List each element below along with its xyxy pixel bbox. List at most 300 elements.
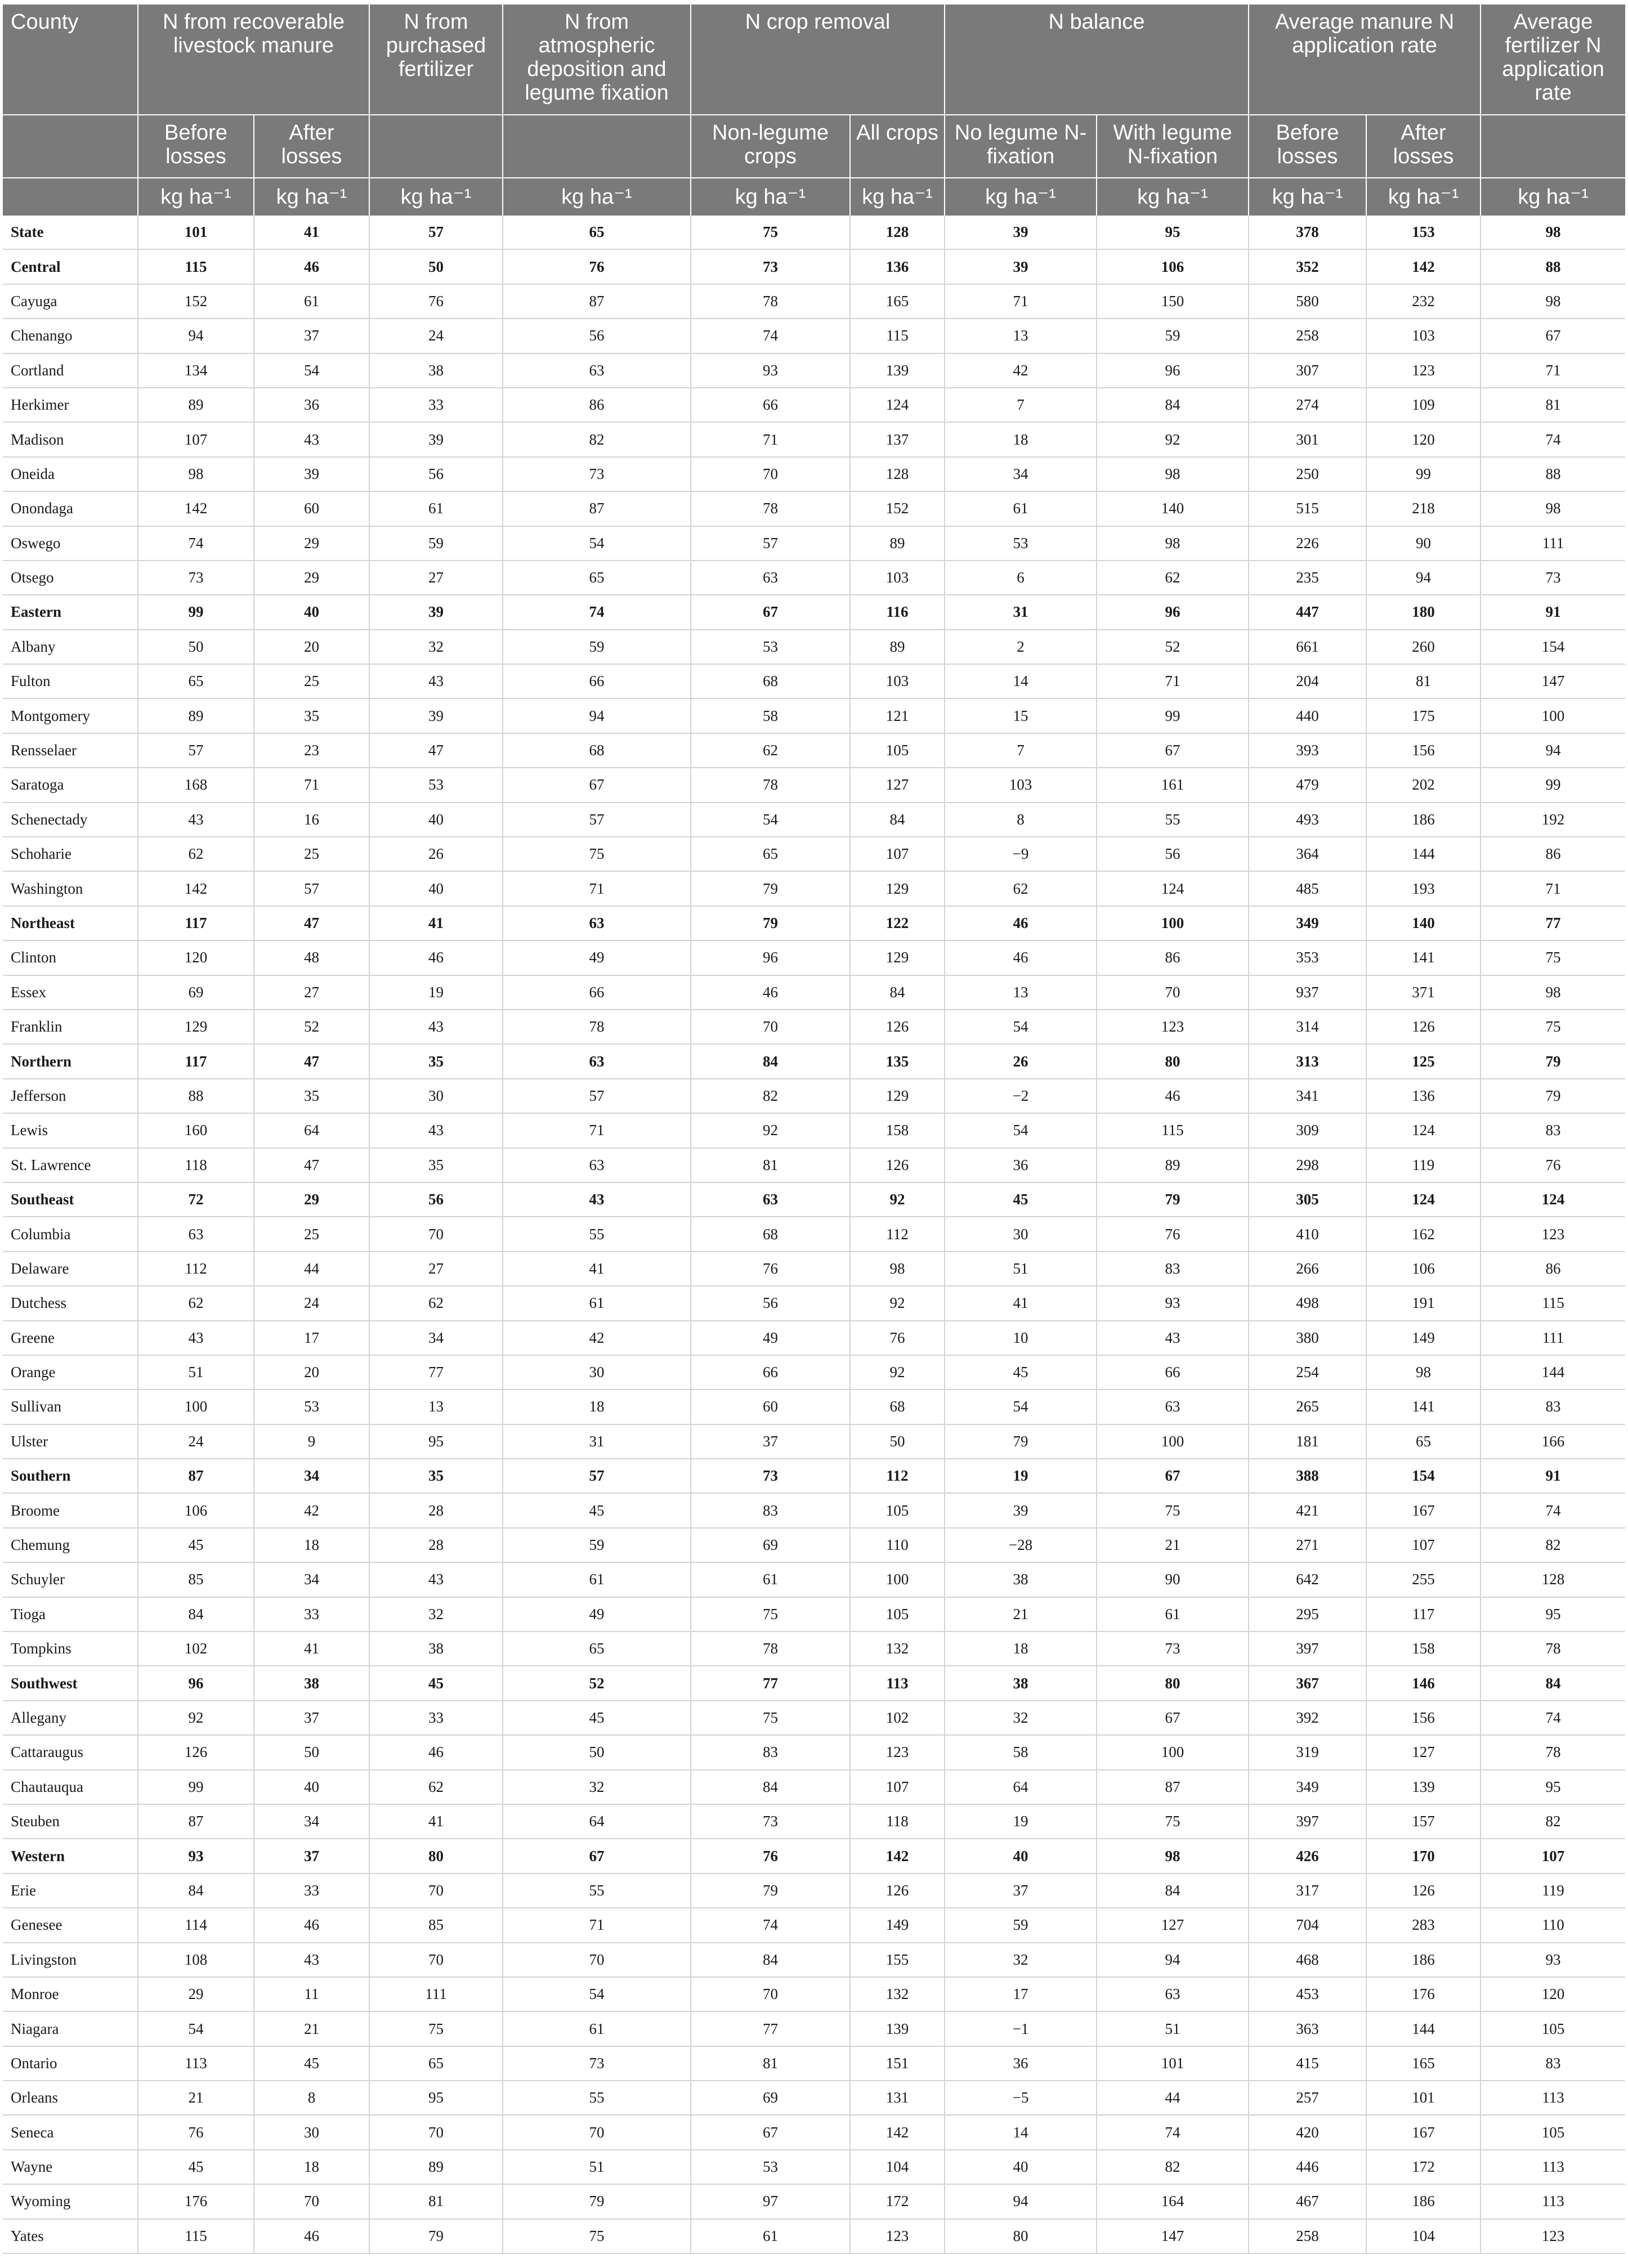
cell-atmospheric: 43: [503, 1182, 691, 1217]
cell-crop-removal-all: 107: [850, 1770, 945, 1804]
cell-atmospheric: 74: [503, 595, 691, 629]
cell-manure-before: 113: [138, 2046, 254, 2081]
cell-avg-fertilizer: 91: [1481, 595, 1625, 629]
cell-fertilizer: 40: [369, 803, 503, 837]
cell-manure-before: 142: [138, 491, 254, 526]
cell-county: Cortland: [3, 353, 138, 388]
cell-avg-manure-before: 235: [1249, 561, 1366, 595]
subheader-rate-before: Before losses: [1249, 115, 1366, 178]
cell-balance-no-fixation: 6: [945, 561, 1097, 595]
cell-atmospheric: 63: [503, 1044, 691, 1078]
cell-balance-with-fixation: 44: [1097, 2081, 1249, 2115]
cell-county: Franklin: [3, 1010, 138, 1044]
cell-manure-after: 52: [254, 1010, 369, 1044]
cell-crop-removal-all: 92: [850, 1286, 945, 1320]
cell-county: Wyoming: [3, 2184, 138, 2218]
cell-fertilizer: 62: [369, 1770, 503, 1804]
cell-avg-manure-before: 349: [1249, 1770, 1366, 1804]
cell-crop-removal-all: 127: [850, 768, 945, 802]
cell-county: Herkimer: [3, 388, 138, 422]
table-row: [3, 975, 1625, 1010]
cell-county: Oneida: [3, 457, 138, 491]
cell-manure-after: 18: [254, 2150, 369, 2184]
cell-crop-removal-non-legume: 61: [691, 2219, 850, 2253]
cell-crop-removal-non-legume: 69: [691, 1528, 850, 1562]
cell-atmospheric: 61: [503, 1562, 691, 1597]
cell-crop-removal-all: 115: [850, 319, 945, 353]
cell-atmospheric: 55: [503, 1217, 691, 1251]
cell-manure-before: 51: [138, 1355, 254, 1390]
cell-county: Northern: [3, 1044, 138, 1078]
cell-county: Ontario: [3, 2046, 138, 2081]
cell-atmospheric: 75: [503, 2219, 691, 2253]
cell-avg-fertilizer: 82: [1481, 1804, 1625, 1839]
cell-balance-with-fixation: 84: [1097, 388, 1249, 422]
cell-county: Chautauqua: [3, 1770, 138, 1804]
col-fertilizer-header: N from purchased fertilizer: [369, 5, 503, 115]
table-row: [3, 803, 1625, 837]
cell-balance-no-fixation: 94: [945, 2184, 1097, 2218]
cell-manure-after: 60: [254, 491, 369, 526]
cell-crop-removal-all: 129: [850, 1079, 945, 1113]
cell-fertilizer: 79: [369, 2219, 503, 2253]
cell-balance-no-fixation: 42: [945, 353, 1097, 388]
cell-balance-no-fixation: 71: [945, 284, 1097, 319]
cell-balance-no-fixation: 38: [945, 1666, 1097, 1700]
cell-manure-before: 88: [138, 1079, 254, 1113]
cell-county: Schoharie: [3, 837, 138, 871]
cell-manure-before: 84: [138, 1873, 254, 1908]
cell-manure-after: 33: [254, 1873, 369, 1908]
cell-fertilizer: 35: [369, 1459, 503, 1493]
cell-avg-manure-before: 479: [1249, 768, 1366, 802]
cell-avg-manure-before: 257: [1249, 2081, 1366, 2115]
cell-crop-removal-all: 105: [850, 733, 945, 768]
cell-crop-removal-all: 100: [850, 1562, 945, 1597]
cell-avg-manure-before: 250: [1249, 457, 1366, 491]
cell-manure-after: 71: [254, 768, 369, 802]
cell-crop-removal-non-legume: 93: [691, 353, 850, 388]
cell-crop-removal-all: 137: [850, 422, 945, 456]
cell-balance-no-fixation: 59: [945, 1908, 1097, 1942]
table-row: [3, 1631, 1625, 1666]
cell-manure-after: 11: [254, 1977, 369, 2011]
cell-balance-with-fixation: 61: [1097, 1597, 1249, 1631]
cell-avg-fertilizer: 67: [1481, 319, 1625, 353]
cell-manure-before: 87: [138, 1804, 254, 1839]
table-row: [3, 1355, 1625, 1390]
col-avg-manure-header: Average manure N application rate: [1249, 5, 1481, 115]
cell-fertilizer: 76: [369, 284, 503, 319]
cell-crop-removal-all: 102: [850, 1701, 945, 1735]
cell-fertilizer: 70: [369, 1943, 503, 1977]
cell-balance-no-fixation: 53: [945, 526, 1097, 561]
cell-crop-removal-all: 84: [850, 803, 945, 837]
cell-avg-manure-before: 493: [1249, 803, 1366, 837]
cell-manure-before: 106: [138, 1493, 254, 1527]
nitrogen-balance-table: [3, 5, 1625, 2254]
cell-balance-with-fixation: 56: [1097, 837, 1249, 871]
cell-atmospheric: 73: [503, 457, 691, 491]
cell-avg-manure-before: 314: [1249, 1010, 1366, 1044]
cell-manure-before: 115: [138, 249, 254, 284]
cell-balance-no-fixation: 7: [945, 733, 1097, 768]
cell-avg-manure-before: 305: [1249, 1182, 1366, 1217]
cell-balance-with-fixation: 150: [1097, 284, 1249, 319]
cell-avg-manure-after: 98: [1366, 1355, 1481, 1390]
cell-crop-removal-all: 121: [850, 698, 945, 733]
cell-balance-with-fixation: 84: [1097, 1873, 1249, 1908]
cell-atmospheric: 18: [503, 1390, 691, 1424]
cell-crop-removal-all: 76: [850, 1321, 945, 1355]
cell-avg-manure-after: 90: [1366, 526, 1481, 561]
cell-balance-no-fixation: 40: [945, 2150, 1097, 2184]
cell-manure-before: 85: [138, 1562, 254, 1597]
cell-manure-after: 39: [254, 457, 369, 491]
cell-avg-manure-before: 415: [1249, 2046, 1366, 2081]
cell-avg-manure-after: 141: [1366, 940, 1481, 975]
table-row: [3, 837, 1625, 871]
cell-balance-no-fixation: 79: [945, 1424, 1097, 1459]
cell-crop-removal-all: 126: [850, 1010, 945, 1044]
cell-atmospheric: 32: [503, 1770, 691, 1804]
table-row: [3, 422, 1625, 456]
cell-crop-removal-all: 84: [850, 975, 945, 1010]
cell-atmospheric: 59: [503, 1528, 691, 1562]
cell-balance-with-fixation: 98: [1097, 526, 1249, 561]
table-row: [3, 1701, 1625, 1735]
cell-manure-before: 126: [138, 1735, 254, 1769]
cell-county: Oswego: [3, 526, 138, 561]
cell-county: Niagara: [3, 2011, 138, 2046]
cell-manure-after: 41: [254, 1631, 369, 1666]
cell-crop-removal-non-legume: 78: [691, 1631, 850, 1666]
cell-balance-no-fixation: 38: [945, 1562, 1097, 1597]
cell-county: Sullivan: [3, 1390, 138, 1424]
cell-avg-fertilizer: 91: [1481, 1459, 1625, 1493]
cell-avg-manure-after: 139: [1366, 1770, 1481, 1804]
cell-manure-after: 29: [254, 1182, 369, 1217]
cell-avg-manure-before: 367: [1249, 1666, 1366, 1700]
table-row: [3, 1735, 1625, 1769]
cell-atmospheric: 68: [503, 733, 691, 768]
cell-crop-removal-non-legume: 79: [691, 1873, 850, 1908]
cell-county: Erie: [3, 1873, 138, 1908]
cell-crop-removal-non-legume: 66: [691, 1355, 850, 1390]
cell-avg-manure-after: 117: [1366, 1597, 1481, 1631]
cell-avg-fertilizer: 77: [1481, 906, 1625, 940]
table-row: [3, 2081, 1625, 2115]
col-manure-header: N from recoverable livestock manure: [138, 5, 369, 115]
table-row: [3, 733, 1625, 768]
cell-crop-removal-all: 122: [850, 906, 945, 940]
cell-crop-removal-non-legume: 68: [691, 664, 850, 698]
cell-manure-after: 35: [254, 1079, 369, 1113]
cell-crop-removal-non-legume: 37: [691, 1424, 850, 1459]
cell-avg-manure-after: 186: [1366, 1943, 1481, 1977]
cell-crop-removal-all: 104: [850, 2150, 945, 2184]
cell-balance-no-fixation: 13: [945, 319, 1097, 353]
cell-avg-manure-after: 144: [1366, 2011, 1481, 2046]
cell-avg-manure-before: 313: [1249, 1044, 1366, 1078]
cell-balance-no-fixation: 32: [945, 1943, 1097, 1977]
cell-county: Albany: [3, 630, 138, 664]
cell-balance-no-fixation: 17: [945, 1977, 1097, 2011]
cell-crop-removal-non-legume: 70: [691, 1010, 850, 1044]
cell-atmospheric: 87: [503, 491, 691, 526]
table-row: [3, 1562, 1625, 1597]
table-body: [3, 216, 1625, 2253]
cell-crop-removal-non-legume: 69: [691, 2081, 850, 2115]
cell-manure-before: 134: [138, 353, 254, 388]
cell-balance-no-fixation: 64: [945, 1770, 1097, 1804]
cell-county: Clinton: [3, 940, 138, 975]
cell-crop-removal-non-legume: 66: [691, 388, 850, 422]
cell-fertilizer: 28: [369, 1493, 503, 1527]
cell-atmospheric: 45: [503, 1701, 691, 1735]
cell-balance-with-fixation: 75: [1097, 1804, 1249, 1839]
cell-atmospheric: 63: [503, 906, 691, 940]
cell-avg-fertilizer: 74: [1481, 1701, 1625, 1735]
table-row: [3, 1459, 1625, 1493]
cell-crop-removal-non-legume: 81: [691, 2046, 850, 2081]
cell-fertilizer: 43: [369, 1113, 503, 1148]
cell-balance-no-fixation: 46: [945, 940, 1097, 975]
cell-avg-fertilizer: 76: [1481, 1148, 1625, 1182]
cell-avg-manure-after: 140: [1366, 906, 1481, 940]
cell-avg-manure-before: 380: [1249, 1321, 1366, 1355]
cell-manure-after: 38: [254, 1666, 369, 1700]
table-row: [3, 664, 1625, 698]
cell-fertilizer: 33: [369, 1701, 503, 1735]
cell-avg-manure-after: 165: [1366, 2046, 1481, 2081]
cell-crop-removal-all: 107: [850, 837, 945, 871]
unit-blank: [3, 178, 138, 216]
cell-avg-manure-after: 104: [1366, 2219, 1481, 2253]
cell-county: Fulton: [3, 664, 138, 698]
cell-atmospheric: 55: [503, 1873, 691, 1908]
cell-avg-manure-before: 393: [1249, 733, 1366, 768]
cell-avg-manure-before: 661: [1249, 630, 1366, 664]
unit-label: kg ha⁻¹: [1249, 178, 1366, 216]
cell-balance-no-fixation: 2: [945, 630, 1097, 664]
cell-balance-with-fixation: 75: [1097, 1493, 1249, 1527]
cell-avg-manure-before: 937: [1249, 975, 1366, 1010]
cell-manure-before: 99: [138, 595, 254, 629]
unit-label: kg ha⁻¹: [369, 178, 503, 216]
cell-balance-with-fixation: 99: [1097, 698, 1249, 733]
cell-balance-no-fixation: 61: [945, 491, 1097, 526]
table-row: [3, 1528, 1625, 1562]
cell-atmospheric: 78: [503, 1010, 691, 1044]
cell-balance-no-fixation: 41: [945, 1286, 1097, 1320]
cell-avg-fertilizer: 111: [1481, 1321, 1625, 1355]
cell-balance-with-fixation: 21: [1097, 1528, 1249, 1562]
cell-crop-removal-all: 126: [850, 1873, 945, 1908]
cell-manure-after: 50: [254, 1735, 369, 1769]
cell-manure-before: 93: [138, 1839, 254, 1873]
cell-crop-removal-all: 128: [850, 457, 945, 491]
cell-atmospheric: 63: [503, 353, 691, 388]
cell-fertilizer: 70: [369, 2115, 503, 2149]
cell-avg-fertilizer: 73: [1481, 561, 1625, 595]
cell-manure-before: 115: [138, 2219, 254, 2253]
cell-manure-after: 17: [254, 1321, 369, 1355]
cell-avg-manure-before: 266: [1249, 1252, 1366, 1286]
cell-balance-no-fixation: −28: [945, 1528, 1097, 1562]
cell-avg-manure-after: 124: [1366, 1182, 1481, 1217]
table-row: [3, 2184, 1625, 2218]
cell-manure-before: 99: [138, 1770, 254, 1804]
col-crop-removal-header: N crop removal: [691, 5, 945, 115]
cell-balance-with-fixation: 96: [1097, 353, 1249, 388]
cell-manure-after: 47: [254, 1044, 369, 1078]
cell-avg-manure-before: 363: [1249, 2011, 1366, 2046]
cell-avg-manure-after: 154: [1366, 1459, 1481, 1493]
cell-avg-manure-before: 426: [1249, 1839, 1366, 1873]
cell-fertilizer: 32: [369, 630, 503, 664]
cell-fertilizer: 61: [369, 491, 503, 526]
cell-avg-fertilizer: 78: [1481, 1631, 1625, 1666]
cell-manure-after: 43: [254, 1943, 369, 1977]
subheader-blank: [3, 115, 138, 178]
subheader-blank: [369, 115, 503, 178]
table-row: [3, 1252, 1625, 1286]
cell-manure-before: 107: [138, 422, 254, 456]
cell-avg-manure-before: 265: [1249, 1390, 1366, 1424]
cell-avg-manure-after: 94: [1366, 561, 1481, 595]
cell-avg-manure-after: 136: [1366, 1079, 1481, 1113]
cell-crop-removal-non-legume: 76: [691, 1252, 850, 1286]
cell-avg-fertilizer: 98: [1481, 284, 1625, 319]
cell-manure-before: 114: [138, 1908, 254, 1942]
cell-balance-with-fixation: 106: [1097, 249, 1249, 284]
cell-avg-manure-after: 109: [1366, 388, 1481, 422]
table-row: [3, 1839, 1625, 1873]
cell-county: Chemung: [3, 1528, 138, 1562]
cell-manure-before: 94: [138, 319, 254, 353]
cell-manure-before: 74: [138, 526, 254, 561]
cell-crop-removal-non-legume: 56: [691, 1286, 850, 1320]
cell-avg-manure-before: 392: [1249, 1701, 1366, 1735]
unit-label: kg ha⁻¹: [138, 178, 254, 216]
table-row: [3, 2046, 1625, 2081]
cell-crop-removal-all: 123: [850, 2219, 945, 2253]
table-row: [3, 1010, 1625, 1044]
cell-crop-removal-non-legume: 92: [691, 1113, 850, 1148]
cell-balance-with-fixation: 123: [1097, 1010, 1249, 1044]
cell-atmospheric: 61: [503, 1286, 691, 1320]
cell-manure-before: 117: [138, 1044, 254, 1078]
cell-county: Western: [3, 1839, 138, 1873]
cell-balance-with-fixation: 59: [1097, 319, 1249, 353]
cell-crop-removal-non-legume: 74: [691, 319, 850, 353]
cell-balance-no-fixation: 36: [945, 2046, 1097, 2081]
cell-avg-fertilizer: 111: [1481, 526, 1625, 561]
cell-avg-manure-after: 120: [1366, 422, 1481, 456]
cell-county: Tompkins: [3, 1631, 138, 1666]
cell-avg-fertilizer: 84: [1481, 1666, 1625, 1700]
cell-crop-removal-all: 113: [850, 1666, 945, 1700]
cell-balance-no-fixation: 40: [945, 1839, 1097, 1873]
cell-fertilizer: 50: [369, 249, 503, 284]
table-row: [3, 1493, 1625, 1527]
subheader-rate-after: After losses: [1366, 115, 1481, 178]
cell-crop-removal-all: 131: [850, 2081, 945, 2115]
cell-manure-before: 69: [138, 975, 254, 1010]
cell-avg-manure-before: 258: [1249, 2219, 1366, 2253]
cell-avg-manure-before: 307: [1249, 353, 1366, 388]
cell-balance-no-fixation: 36: [945, 1148, 1097, 1182]
cell-atmospheric: 54: [503, 1977, 691, 2011]
cell-avg-manure-before: 446: [1249, 2150, 1366, 2184]
cell-fertilizer: 95: [369, 2081, 503, 2115]
cell-balance-with-fixation: 93: [1097, 1286, 1249, 1320]
cell-atmospheric: 45: [503, 1493, 691, 1527]
cell-manure-before: 72: [138, 1182, 254, 1217]
cell-atmospheric: 49: [503, 1597, 691, 1631]
cell-county: Northeast: [3, 906, 138, 940]
cell-manure-before: 101: [138, 216, 254, 249]
subheader-manure-before: Before losses: [138, 115, 254, 178]
table-row: [3, 1597, 1625, 1631]
cell-crop-removal-non-legume: 73: [691, 249, 850, 284]
cell-avg-fertilizer: 115: [1481, 1286, 1625, 1320]
cell-manure-after: 33: [254, 1597, 369, 1631]
table-row: [3, 1321, 1625, 1355]
table-row: [3, 216, 1625, 249]
cell-crop-removal-all: 149: [850, 1908, 945, 1942]
cell-crop-removal-all: 112: [850, 1459, 945, 1493]
cell-balance-no-fixation: 51: [945, 1252, 1097, 1286]
cell-avg-fertilizer: 88: [1481, 249, 1625, 284]
subheader-blank: [1481, 115, 1625, 178]
cell-fertilizer: 47: [369, 733, 503, 768]
cell-county: Cattaraugus: [3, 1735, 138, 1769]
table-row: [3, 2115, 1625, 2149]
cell-crop-removal-all: 158: [850, 1113, 945, 1148]
cell-atmospheric: 66: [503, 975, 691, 1010]
cell-avg-fertilizer: 86: [1481, 1252, 1625, 1286]
cell-fertilizer: 56: [369, 457, 503, 491]
cell-avg-manure-before: 485: [1249, 871, 1366, 906]
cell-avg-manure-after: 126: [1366, 1873, 1481, 1908]
cell-avg-manure-after: 144: [1366, 837, 1481, 871]
cell-crop-removal-non-legume: 73: [691, 1804, 850, 1839]
cell-avg-manure-before: 410: [1249, 1217, 1366, 1251]
cell-atmospheric: 59: [503, 630, 691, 664]
cell-fertilizer: 70: [369, 1873, 503, 1908]
cell-county: Yates: [3, 2219, 138, 2253]
cell-balance-with-fixation: 70: [1097, 975, 1249, 1010]
cell-fertilizer: 24: [369, 319, 503, 353]
table-row: [3, 1804, 1625, 1839]
cell-manure-after: 43: [254, 422, 369, 456]
cell-avg-manure-after: 191: [1366, 1286, 1481, 1320]
table-row: [3, 2150, 1625, 2184]
cell-avg-fertilizer: 83: [1481, 1113, 1625, 1148]
cell-fertilizer: 95: [369, 1424, 503, 1459]
cell-crop-removal-all: 126: [850, 1148, 945, 1182]
cell-crop-removal-non-legume: 77: [691, 2011, 850, 2046]
cell-avg-manure-after: 162: [1366, 1217, 1481, 1251]
cell-avg-manure-after: 141: [1366, 1390, 1481, 1424]
unit-label: kg ha⁻¹: [1097, 178, 1249, 216]
cell-atmospheric: 41: [503, 1252, 691, 1286]
cell-atmospheric: 61: [503, 2011, 691, 2046]
cell-manure-before: 73: [138, 561, 254, 595]
cell-crop-removal-all: 68: [850, 1390, 945, 1424]
